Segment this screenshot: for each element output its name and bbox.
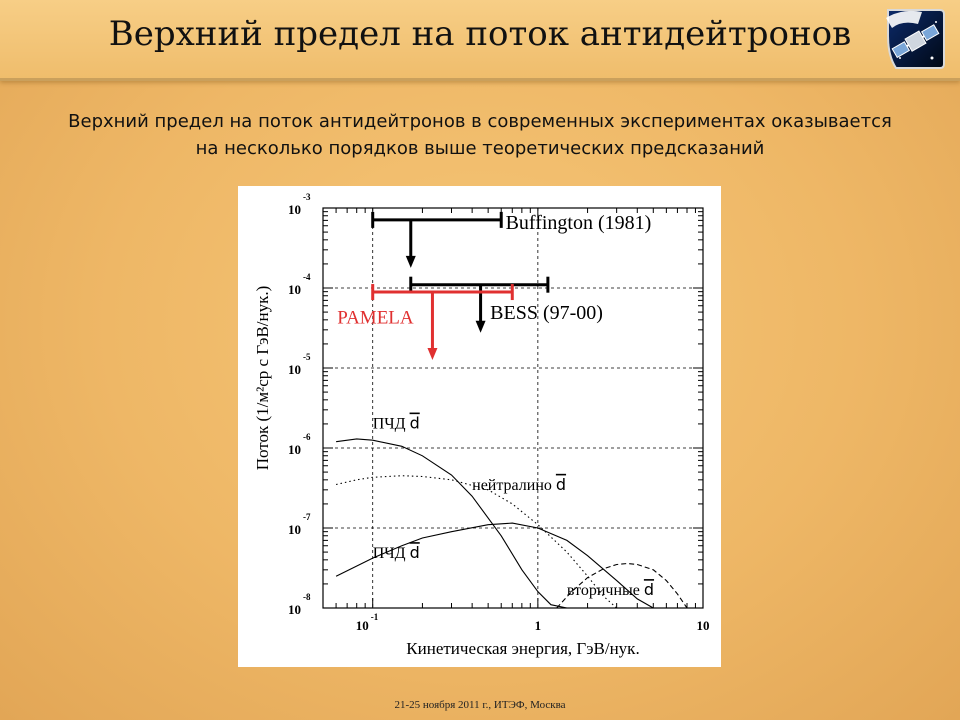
- y-tick-label-exponent: -5: [303, 352, 311, 362]
- curve-label-3: ПЧД d: [372, 543, 420, 563]
- y-tick-label-exponent: -6: [303, 432, 311, 442]
- y-tick-label-exponent: -8: [303, 592, 311, 602]
- satellite-icon: [882, 6, 946, 72]
- y-tick-label-exponent: -3: [303, 192, 311, 202]
- title-bar: [0, 0, 960, 81]
- y-tick-label-exponent: -7: [303, 512, 311, 522]
- y-tick-label: 10: [288, 282, 301, 297]
- series-line-1: [336, 439, 567, 608]
- y-tick-label: 10: [288, 362, 301, 377]
- x-tick-label: 10: [355, 618, 369, 633]
- upper-limit-arrow-head: [476, 321, 486, 333]
- antideuteron-symbol: d: [409, 413, 420, 433]
- antideuteron-symbol: d: [643, 580, 655, 600]
- upper-limit-arrow-head: [406, 256, 416, 268]
- y-tick-label: 10: [288, 442, 301, 457]
- label-bess: BESS (97-00): [490, 301, 603, 324]
- antideuteron-symbol: d: [555, 474, 567, 494]
- curve-label-1: ПЧД d: [372, 413, 420, 433]
- x-axis-label: Кинетическая энергия, ГэВ/нук.: [406, 639, 640, 658]
- upper-limit-arrow-head: [427, 348, 437, 360]
- label-buffington: Buffington (1981): [505, 211, 652, 234]
- curve-label-2: нейтралино d: [472, 474, 567, 494]
- slide-title: Верхний предел на поток антидейтронов: [108, 14, 852, 54]
- subtitle-line-2: на несколько порядков выше теоретических предсказаний: [195, 138, 765, 159]
- footer-text: 21-25 ноября 2011 г., ИТЭФ, Москва: [394, 699, 566, 711]
- y-tick-label: 10: [288, 522, 301, 537]
- label-pamela: PAMELA: [337, 307, 414, 329]
- subtitle: [20, 108, 940, 162]
- x-tick-label-exponent: -1: [370, 612, 379, 622]
- antideuteron-symbol: d: [409, 543, 420, 563]
- y-tick-label: 10: [288, 202, 301, 217]
- y-tick-label-exponent: -4: [303, 272, 311, 282]
- subtitle-line-1: Верхний предел на поток антидейтронов в современных экспериментах оказывается: [68, 111, 892, 132]
- upper-limit-1: [373, 212, 502, 260]
- x-tick-label: 10: [696, 618, 710, 633]
- chart-panel: [238, 186, 721, 667]
- curve-label-4: вторичные d: [566, 580, 655, 600]
- x-tick-label: 1: [534, 618, 542, 633]
- y-tick-label: 10: [288, 602, 301, 617]
- y-axis-label: Поток (1/м²ср с ГэВ/нук.): [253, 285, 272, 471]
- flux-chart: [238, 186, 721, 667]
